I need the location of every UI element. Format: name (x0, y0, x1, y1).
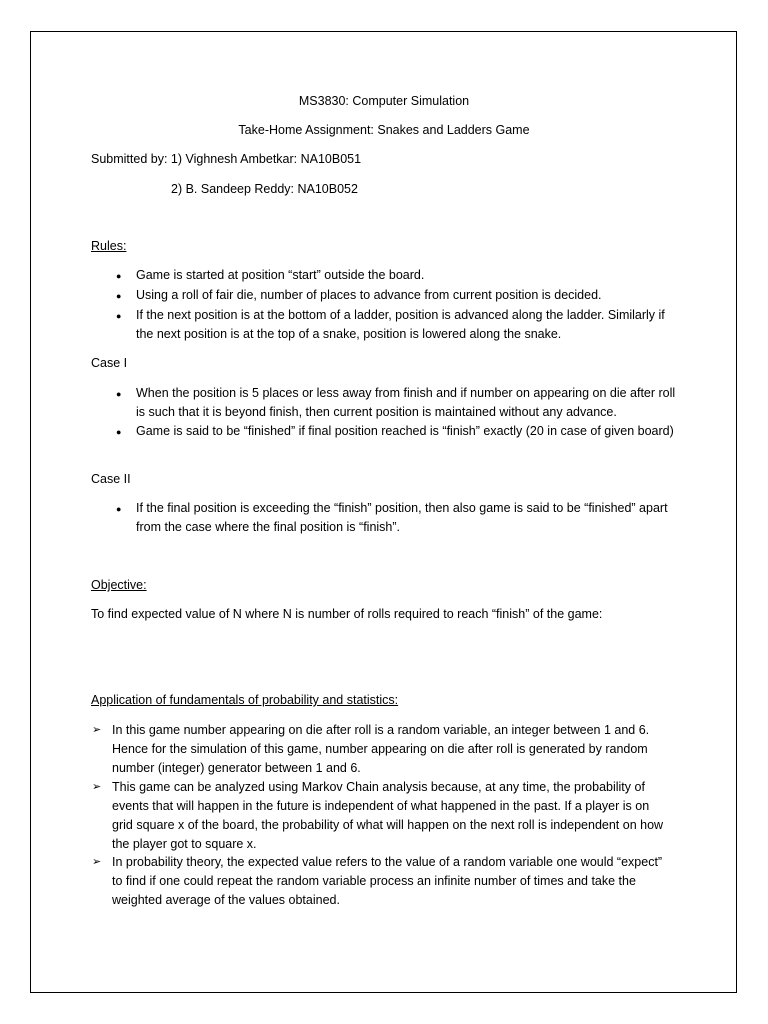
course-title: MS3830: Computer Simulation (298, 94, 470, 108)
rules-heading: Rules: (91, 239, 127, 253)
rules-item: Using a roll of fair die, number of places to advance from current position is decided. (136, 288, 602, 302)
submitted-by: Submitted by: 1) Vighnesh Ambetkar: NA10B051 (91, 152, 362, 166)
case2-item: If the final position is exceeding the “finish” position, then also game is said to be “finished” apart from the case where the final position is “finish”. (136, 501, 668, 534)
bullet-icon: ● (116, 291, 122, 301)
bullet-icon: ● (116, 311, 122, 321)
application-item: In probability theory, the expected value refers to the value of a random variable one would “expect” to find if one could repeat the random variable process an infinite number of times and take the weighted average of the values obtained. (112, 855, 663, 907)
application-item: In this game number appearing on die after roll is a random variable, an integer between 1 and 6. Hence for the simulation of this game, number appearing on die after roll is generated by random number (integer) generator between 1 and 6. (112, 723, 650, 775)
bullet-icon: ● (116, 504, 122, 514)
application-heading: Application of fundamentals of probability and statistics: (91, 693, 399, 707)
bullet-icon: ● (116, 389, 122, 399)
objective-text: To find expected value of N where N is number of rolls required to reach “finish” of the game: (91, 607, 603, 621)
arrow-bullet-icon: ➢ (92, 856, 102, 868)
rules-item: If the next position is at the bottom of a ladder, position is advanced along the ladder. Similarly if the next position is at the top of a snake, position is lowered along the snake. (136, 308, 665, 341)
application-item: This game can be analyzed using Markov Chain analysis because, at any time, the probability of events that will happen in the future is independent of what happened in the past. If a player is on grid square x of the board, the probability of what will happen on the next roll is independent on how the player got to square x. (112, 780, 664, 851)
case1-item: When the position is 5 places or less away from finish and if number on appearing on die after roll is such that it is beyond finish, then current position is maintained without any advance. (136, 386, 676, 419)
bullet-icon: ● (116, 427, 122, 437)
bullet-icon: ● (116, 271, 122, 281)
case1-heading: Case I (91, 356, 128, 370)
rules-item: Game is started at position “start” outside the board. (136, 268, 425, 282)
submitter-2: 2) B. Sandeep Reddy: NA10B052 (171, 182, 358, 196)
case2-heading: Case II (91, 472, 131, 486)
arrow-bullet-icon: ➢ (92, 781, 102, 793)
arrow-bullet-icon: ➢ (92, 724, 102, 736)
case1-item: Game is said to be “finished” if final position reached is “finish” exactly (20 in case of given board) (136, 424, 674, 438)
objective-heading: Objective: (91, 578, 147, 592)
assignment-title: Take-Home Assignment: Snakes and Ladders Game (238, 123, 530, 137)
